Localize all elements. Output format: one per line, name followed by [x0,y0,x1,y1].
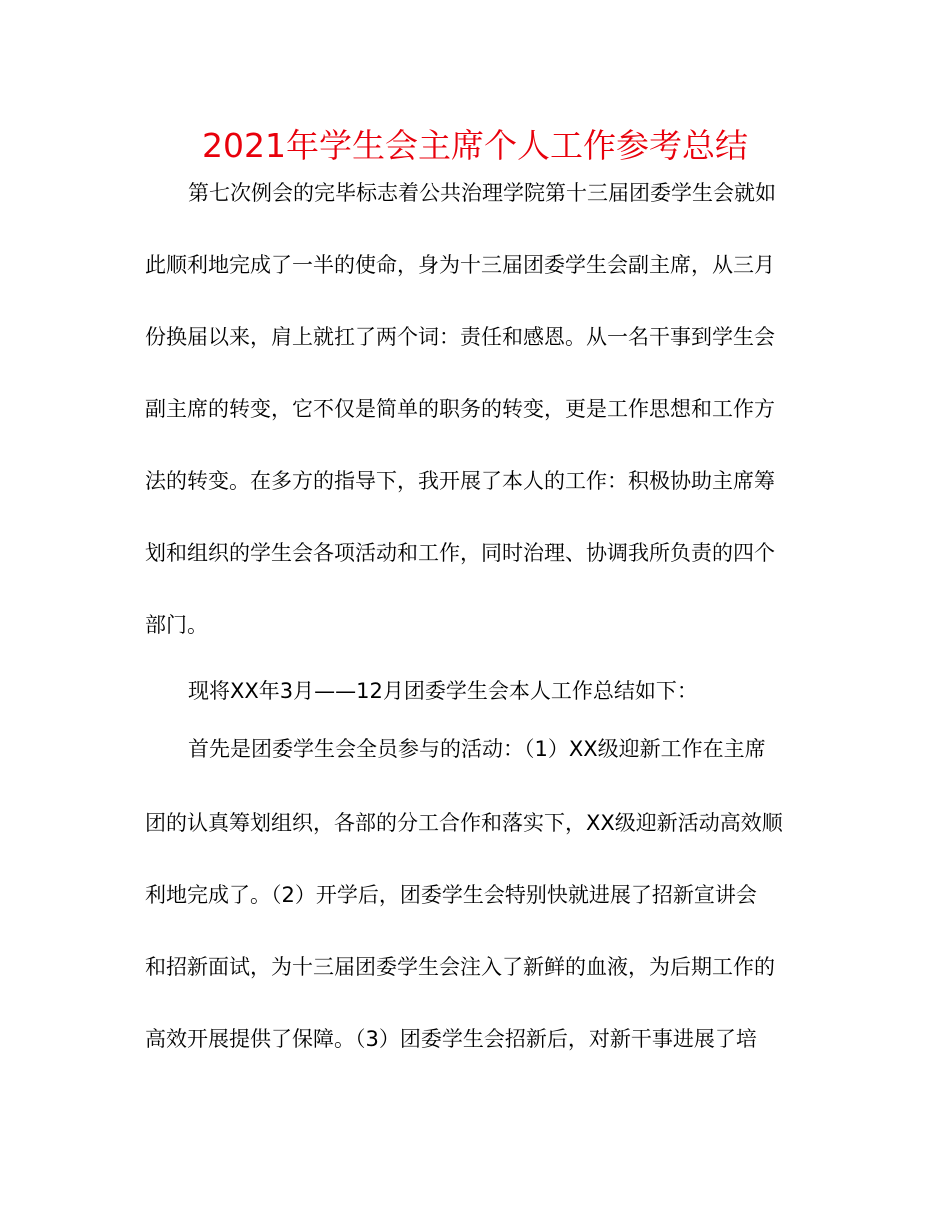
paragraph-3-line-1: 首先是团委学生会全员参与的活动：（1）XX级迎新工作在主席 [188,737,766,761]
paragraph-2-line-1: 现将XX年3月——12月团委学生会本人工作总结如下： [188,679,698,703]
paragraph-1-line-7: 部门。 [145,613,208,637]
paragraph-1-line-2: 此顺利地完成了一半的使命，身为十三届团委学生会副主席，从三月 [145,253,775,277]
paragraph-3-line-2: 团的认真筹划组织，各部的分工合作和落实下，XX级迎新活动高效顺 [145,811,783,835]
paragraph-1-line-1: 第七次例会的完毕标志着公共治理学院第十三届团委学生会就如 [188,181,776,205]
paragraph-1-line-6: 划和组织的学生会各项活动和工作，同时治理、协调我所负责的四个 [145,541,775,565]
document-title: 2021年学生会主席个人工作参考总结 [202,126,748,165]
paragraph-1-line-4: 副主席的转变，它不仅是简单的职务的转变，更是工作思想和工作方 [145,397,775,421]
paragraph-3-line-4: 和招新面试，为十三届团委学生会注入了新鲜的血液，为后期工作的 [145,955,775,979]
paragraph-3-line-5: 高效开展提供了保障。（3）团委学生会招新后，对新干事进展了培 [145,1027,757,1051]
paragraph-1-line-3: 份换届以来，肩上就扛了两个词：责任和感恩。从一名干事到学生会 [145,325,775,349]
paragraph-3-line-3: 利地完成了。（2）开学后，团委学生会特别快就进展了招新宣讲会 [145,883,757,907]
paragraph-1-line-5: 法的转变。在多方的指导下，我开展了本人的工作：积极协助主席筹 [145,469,775,493]
